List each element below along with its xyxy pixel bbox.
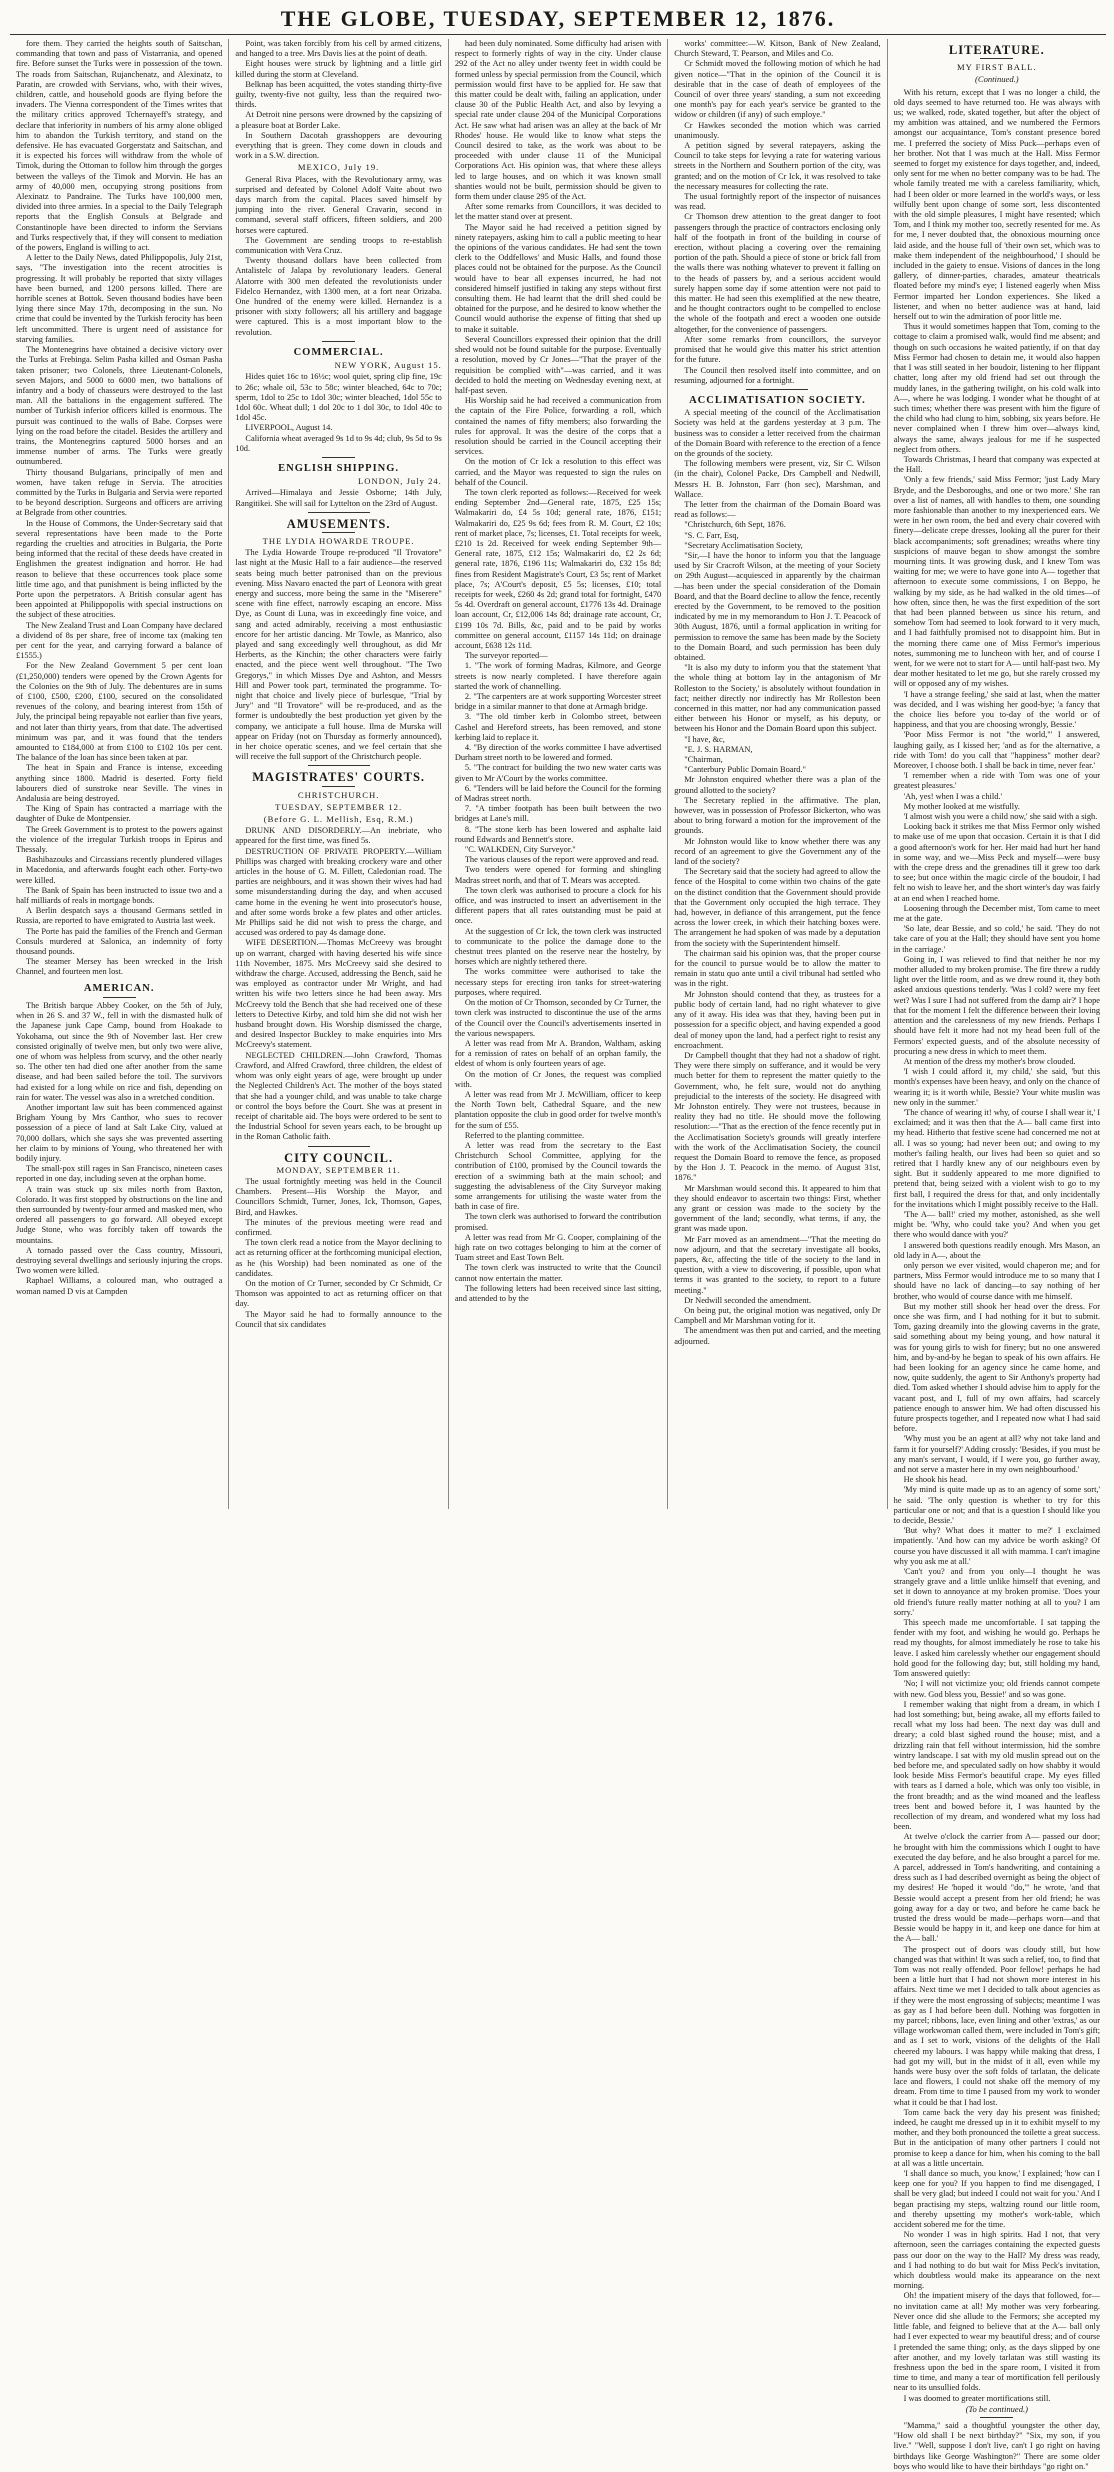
paragraph: 'The A— ball!' cried my mother, astonished, as she well might be. 'Why, who could take you? And when you get there who would dance with you?' xyxy=(893,1209,1101,1240)
paragraph: This speech made me uncomfortable. I sat tapping the fender with my foot, and wishing he would go. Perhaps he read my thoughts, for almost immediately he rose to take his leave. I asked him carelessly whether our engagement should hold good for the following day; but, still holding my hand, Tom answered quietly: xyxy=(893,1618,1101,1679)
paragraph: 'Can't you? and from you only—I thought he was strangely grave and a little unlike himself that evening, and set it down to annoyance at my broken promise. 'Does your old friend's future really matter nothing at all to you? I am sorry.' xyxy=(893,1567,1101,1617)
paragraph: Tom came back the very day his present was finished; indeed, he caught me dressed up in it to exhibit myself to my mother, and they both pronounced the toilette a great success. But in the anticipation of many other partners I could not promise to keep a dance for him, when his coming to the ball at all was a little uncertain. xyxy=(893,2107,1101,2168)
paragraph: Mr Johnston would like to know whether there was any record of an agreement to give the Government any of the land of the society? xyxy=(674,836,881,867)
paragraph: had been duly nominated. Some difficulty had arisen with respect to formerly rights of way in the city. Under clause 292 of the Act no alley under twenty feet in width could be formed unless by special permission from the Council, which permission would first have to be applied for. He saw that this matter could be dealt with, failing an application, under clause 30 of the Public Health Act, and also by levying a special rate under clause 204 of the Municipal Corporations Act. He saw what had arisen was an alley at the back of Mr Rhodes' house. He would like to know what steps the Council desired to take, as the work was about to be proceeded with under clause 11 of the Municipal Corporations Act. His opinion was, that where these alleys led to large houses, and on which it was known small shanties would not be built, permission should be given to form them under clause 295 of the Act. xyxy=(454,39,662,202)
paragraph: Several Councillors expressed their opinion that the drill shed would not be found suitable for the purpose. Eventually a resolution, moved by Cr Jones—"That the prayer of the requisition be complied with"—was carried, and it was decided to hold the meeting on Wednesday evening next, at half-past seven. xyxy=(454,334,662,395)
magistrates-heading: MAGISTRATES' COURTS. xyxy=(252,770,426,785)
paragraph: fore them. They carried the heights south of Saitschan, commanding that town and pass of Vistarrania, and opened fire. Before sunset the Turks were in possession of the town. The roads from Saitschan, Rujanchenatz, and Alexinatz, to Paratin, are crowded with Servians, who, with their wives, children, cattle, and household goods are flying before the invaders. The Vienna correspondent of the Times writes that the military critics approved Tchernayeff's strategy, and declare that inferiority in numbers of his army alone obliged him to abandon the Turkish territory, and stand on the defensive. He has evacuated Gorgerstatz and Saitschan, and it is expected his forces will withdraw from the whole of Timok, during the Ottoman to follow him through the gorges between the valleys of the Timok and Morvin. He has an army of 40,000 men, occupying strong positions from Alexinatz to Pandraine. The Turks have 100,000 men, divided into three armies. In a special to the Daily Telegraph reports that the English Consuls at Belgrade and Constantinople have been directed to inform the Servians and Turks respectively that, if they will consent to mediation of the powers, England is willing to act. xyxy=(16,39,223,253)
paragraph: The Secretary said that the society had agreed to allow the fence of the Hospital to come within two chains of the gate on the distinct condition that the Government should provide that the Government only occupied the high terrace. They had, however, in defiance of this arrangement, put the fence across the lower creek, in which their hatching boxes were. The arrangement he had spoken of was made by a deputation from the society with the Superintendent himself. xyxy=(674,867,881,948)
divider xyxy=(746,389,808,390)
paragraph: After some remarks from Councillors, it was decided to let the matter stand over at present. xyxy=(454,202,662,222)
paragraph: 'Only a few friends,' said Miss Fermor; 'just Lady Mary Bryde, and the Desboroughs, and one or two more.' She ran over a list of names, all with handles to them, one sounding more fashionable than another to my inexperienced ears. We were in her own room, the bed and every chair covered with finery—delicate crepe dresses, looking all the purer for their black accompaniments; soft grenadines; wreaths where tiny suspicions of mauve began to show amongst the sombre mourning tints. It was growing dusk, and I knew Tom was waiting for me; we were to have gone into A— together that afternoon to execute some commissions, I on Beppo, he walking by my side, as he had walked in the old times—of how often, since then, he was the first expedition of the sort that had been planned between us since his return, and somehow Tom had seemed to look forward to it very much, and I had faithfully promised not to disappoint him. But in the morning there came one of Miss Fermor's imperious notes, summoning me to luncheon with her, and of course I went, for we were not to start for A— until half-past two. My dear mother hesitated to let me go, but she rarely crossed my will or opposed any of my wishes. xyxy=(893,475,1101,689)
paragraph: Cr Thomson drew attention to the great danger to foot passengers through the practice of contractors enclosing only half of the footpath in front of the building in course of erection, without placing a covering over the remaining portion of the path. Should a piece of stone or brick fall from the walls there was nothing whatever to prevent it falling on to the heads of passers by, and a serious accident would surely happen some day if some attention were not paid to this matter. He had seen this exemplified at the new theatre, and he thought contractors ought to be compelled to enclose the whole of the footpath and erect a wooden one outside altogether, for the convenience of passengers. xyxy=(674,212,881,334)
paragraph: 'Why must you be an agent at all? why not take land and farm it for yourself?' Adding crossly: 'Besides, if you must be any man's servant, I would, if I were you, go further away, and not serve a master here in my own neighbourhood.' xyxy=(893,1434,1101,1475)
column-3 xyxy=(449,39,668,1509)
paragraph: NEGLECTED CHILDREN.—John Crawford, Thomas Crawford, and Alfred Crawford, three children, the eldest of whom was only eight years of age, were brought up under the Neglected Children's Act. The mother of the boys stated that she had a younger child, and was unable to take charge or control the boys before the Court. She was at present in receipt of charitable aid. The boys were ordered to be sent to the Industrial School for seven years each, to be brought up in the Roman Catholic faith. xyxy=(235,1050,442,1142)
paragraph: Referred to the planting committee. xyxy=(464,1130,585,1140)
christchurch-heading: CHRISTCHURCH. xyxy=(297,789,380,800)
paragraph: "I have, &c, xyxy=(684,734,725,744)
paragraph: The usual fortnightly report of the inspector of nuisances was read. xyxy=(674,192,881,212)
paragraph: The New Zealand Trust and Loan Company have declared a dividend of 8s per share, free of income tax (making ten per cent for the year, and carrying forward a balance of £1555.) xyxy=(16,620,223,661)
paragraph: Loosening through the December mist, Tom came to meet me at the gate. xyxy=(893,903,1101,924)
paragraph: The town clerk read a notice from the Mayor declining to act as returning officer at the forthcoming municipal election, as he (his Worship) had been nominated as one of the candidates. xyxy=(235,1238,442,1278)
paragraph: 2. "The carpenters are at work supporting Worcester street bridge in a similar manner to that done at Armagh bridge. xyxy=(454,692,662,712)
paragraph: On the motion of Cr Jones, the request was complied with. xyxy=(454,1069,662,1089)
paragraph: California wheat averaged 9s 1d to 9s 4d; club, 9s 5d to 9s 10d. xyxy=(235,433,442,453)
paragraph: 5. "The contract for building the two new water carts was given to Mr A'Court by the works committee. xyxy=(454,763,662,783)
paragraph: After some remarks from councillors, the surveyor promised that he would give this matter his strict attention for the future. xyxy=(674,334,881,365)
paragraph: Thus it would sometimes happen that Tom, coming to the cottage to claim a promised walk, would find me absent; and though on such occasions he waited patiently, if on that day Miss Fermor had chosen to detain me, it would also happen that I was still seated in her boudoir, listening to her flippant chatter, long after my old friend had set out through the muddy lanes, in the gathering twilight, on his cold walk into A—, where he was lodging. I wonder what he thought of at such times; whether there was present with him the figure of the child who had clung to him, sobbing, six years before. He never complained when I threw him over—always kind, always the same, always jealous for me if he suspected neglect from others. xyxy=(893,322,1101,454)
paragraph: At Detroit nine persons were drowned by the capsizing of a pleasure boat at Border Lake. xyxy=(235,110,442,130)
paragraph: On the motion of Cr Thomson, seconded by Cr Turner, the town clerk was instructed to discontinue the use of the arms of the Council over the Council's advertisements inserted in the various newspapers. xyxy=(454,998,662,1038)
paragraph: Mr Farr moved as an amendment—"That the meeting do now adjourn, and that the secretary investigate all books, papers, &c, affecting the title of the society to the land in question, with a view to discovering, if possible, upon what terms it was granted to the society, to report to a future meeting." xyxy=(674,1234,881,1295)
paragraph: Another important law suit has been commenced against Brigham Young by Mrs Canthor, who sues to recover possession of a piece of land at Salt Lake City, valued at 70,000 dollars, which she says she was prevented asserting her claim to by minions of Young, who threatened her with bodily injury. xyxy=(16,1102,223,1163)
paragraph: He shook his head. xyxy=(903,1475,968,1485)
paragraph: Thirty thousand Bulgarians, principally of men and women, have taken refuge in Servia. The atrocities committed by the Turks in Bulgaria and Servia were reported to be beyond description. Surgeons and officers are arriving at Belgrade from other countries. xyxy=(16,467,223,518)
col3-council-cont xyxy=(455,39,661,1304)
paragraph: 'I shall dance so much, you know,' I explained; 'how can I keep one for you? If you happen to find me disengaged, I shall be very glad; but indeed I could not wait for you.' And I began practising my steps, waltzing round our little room, and thereby upsetting my mother's work-table, which accident sobered me for the time. xyxy=(893,2169,1101,2230)
paragraph: WIFE DESERTION.—Thomas McCreevy was brought up on warrant, charged with having deserted his wife since 11th November, 1875. Mrs McCreevy said she desired to withdraw the charge. Accused, addressing the Bench, said he was employed as contractor under Mr Wright, and had written his wife two letters since he had been away. Mrs McCreevy told the Bench that she had received one of these letters to Detective Kirby, and told him she did not wish her husband brought down. His Worship dismissed the charge, and desired Inspector Buckley to make enquiries into Mrs McCreevy's statement. xyxy=(235,938,442,1050)
paragraph: At mention of the dress my mother's brow clouded. xyxy=(903,1056,1076,1066)
col2-troupe xyxy=(235,548,441,762)
paragraph: A special meeting of the council of the Acclimatisation Society was held at the gardens yesterday at 3 p.m. The business was to consider a letter received from the chairman of the Domain Board with reference to the erection of a fence on the grounds of the society. xyxy=(674,408,881,458)
paragraph: The Mayor said he had to formally announce to the Council that six candidates xyxy=(235,1309,442,1329)
amusements-heading: AMUSEMENTS. xyxy=(286,516,391,531)
paragraph: "Christchurch, 6th Sept, 1876. xyxy=(684,520,786,530)
paragraph: "Canterbury Public Domain Board." xyxy=(684,765,806,775)
divider xyxy=(308,765,370,766)
col2-council xyxy=(235,1177,441,1330)
paragraph: "S. C. Farr, Esq, xyxy=(684,530,739,540)
paragraph: Hides quiet 16c to 16½c; wool quiet, spring clip fine, 19c to 26c; whale oil, 53c to 58c; winter bleached, 64c to 70c; sperm, 1dol to 25c to 1dol 30c; winter bleached, 1dol 55c to 1dol 60c. Wheat dull; 1 dol 20c to 1 dol 30c, to 1dol 40c to 1dol 45c. xyxy=(235,372,442,423)
paragraph: On being put, the original motion was negatived, only Dr Campbell and Mr Marshman voting for it. xyxy=(674,1305,881,1326)
paragraph: Point, was taken forcibly from his cell by armed citizens, and hanged to a tree. Mrs Davis lies at the point of death. xyxy=(235,39,442,59)
divider xyxy=(308,512,370,513)
paragraph: LIVERPOOL, August 14. xyxy=(245,423,333,433)
anecdote: "Mamma," said a thoughtful youngster the other day, "How old shall I be next birthday?" "Six, my son, if you live." "Well, suppose I don't live, can't I go right on having birthdays like George Washington?" There are some older boys who would like to have their birthdays "go right on." xyxy=(893,2420,1101,2471)
paragraph: Two tenders were opened for forming and shingling Madras street north, and that of T. Mears was accepted. xyxy=(454,865,662,885)
column-5 xyxy=(888,39,1106,2471)
col5-story xyxy=(894,88,1100,2404)
commercial-heading: COMMERCIAL. xyxy=(293,346,384,358)
paragraph: The Government are sending troops to re-establish communication with Vera Cruz. xyxy=(235,235,442,256)
paragraph: The following members were present, viz, Sir C. Wilson (in the chair), Colonel Packe, Drs Campbell and Nedwill, Messrs H. B. Johnston, Farr (hon sec), Marshman, and Wallace. xyxy=(674,459,881,499)
paragraph: I was doomed to greater mortifications still. xyxy=(903,2393,1051,2403)
paragraph: 3. "The old timber kerb in Colombo street, between Cashel and Hereford streets, has been removed, and stone kerbing laid to replace it. xyxy=(454,712,662,742)
paragraph: The surveyor reported— xyxy=(464,651,548,661)
paragraph: A petition signed by several ratepayers, asking the Council to take steps for levying a rate for watering various streets in the Northern and Southern portion of the city, was granted; and on the motion of Cr Ick, it was resolved to take the necessary measures for collecting the rate. xyxy=(674,141,881,191)
column-4 xyxy=(668,39,887,1509)
paragraph: No wonder I was in high spirits. Had I not, that very afternoon, seen the carriages containing the expected guests pass our door on the way to the Hall? My dress was ready, and I had nothing to do but wait for Miss Peck's invitation, which doubtless would make its appearance on the next morning. xyxy=(893,2230,1101,2291)
paragraph: A letter was read from Mr G. Cooper, complaining of the high rate on two cottages belonging to him at the corner of Tuam street and East Town Belt. xyxy=(454,1232,662,1263)
paragraph: 6. "Tenders will be laid before the Council for the forming of Madras street north. xyxy=(454,783,662,804)
col2-news xyxy=(235,39,441,161)
paragraph: works' committee:—W. Kitson, Bank of New Zealand, Church Steward, T. Pearson, and Miles and Co. xyxy=(674,39,881,59)
paragraph: 'Ah, yes! when I was a child.' xyxy=(903,791,1002,801)
paragraph: Looking back it strikes me that Miss Fermor only wished to make use of me upon that occasion. Certain it is that I did a good afternoon's work for her. Her maid had hurt her hand in some way, and we—Miss Peck and myself—were busy with the crepe dress and the grenadines till it grew too dark to see; but once within the magic circle of the boudoir, I had felt no wish to leave her, and the short winter's day was fairly at an end when I reached home. xyxy=(893,822,1101,903)
paragraph: The usual fortnightly meeting was held in the Council Chambers. Present—His Worship the Mayor, and Councillors Schmidt, Turner, Jones, Ick, Thomson, Gapes, Bird, and Hawkes. xyxy=(235,1176,442,1217)
col2-court xyxy=(235,826,441,1142)
paragraph: "C. WALKDEN, City Surveyor." xyxy=(464,845,576,855)
paragraph: A Berlin despatch says a thousand Germans settled in Russia, are reported to have emigrated to Austria last week. xyxy=(16,906,223,926)
paragraph: Mr Johnston should contend that they, as trustees for a public body of certain land, had no right whatever to give any of it away. His idea was that they, having been put in possession for a specific object, and having expended a good deal of money upon the land, had a perfect right to resist any encroachment. xyxy=(674,989,881,1050)
paragraph: "Secretary Acclimatisation Society, xyxy=(684,540,803,550)
paragraph: Oh! the impatient misery of the days that followed, for—no invitation came at all! My mother was very forbearing. Never once did she allude to the Fermors; she accepted my little fable, and feigned to believe that at the A— ball only had I ever expected to wear my beautiful dress; and of course I pretended the same thing; only, as the days slipped by one after another, and my lovely tarlatan was still wasting its freshness upon the bed in the spare room, I visited it from time to time, and many a tear of mortification fell perilously near to its unsullied folds. xyxy=(893,2291,1101,2393)
paragraph: 1. "The work of forming Madras, Kilmore, and George streets is now nearly completed. I have therefore again started the work of channelling. xyxy=(454,661,662,691)
paragraph: The various clauses of the report were approved and read. xyxy=(464,855,659,865)
paragraph: The letter from the chairman of the Domain Board was read as follows:— xyxy=(674,499,881,520)
paragraph: The amendment was then put and carried, and the meeting adjourned. xyxy=(674,1326,881,1346)
paragraph: A letter was read from Mr A. Brandon, Waltham, asking for a remission of rates on behalf of an orphan family, the eldest of whom is only fourteen years of age. xyxy=(454,1038,662,1069)
paragraph: Raphael Williams, a coloured man, who outraged a woman named D vis at Campden xyxy=(16,1276,223,1296)
divider xyxy=(103,997,136,998)
paragraph: In Southern Dacotah grasshoppers are devouring everything that is green. They come down in clouds and work in a S.W. direction. xyxy=(235,130,442,161)
shipping-heading: ENGLISH SHIPPING. xyxy=(278,462,400,474)
divider xyxy=(322,786,355,787)
paragraph: 'I have a strange feeling,' she said at last, when the matter was decided, and I was wishing her good-bye; 'a fancy that the choice lies before you to-day of the world or of happiness, and that you are choosing wrongly, Bessie.' xyxy=(893,689,1101,730)
paragraph: The small-pox still rages in San Francisco, nineteen cases reported in one day, including seven at the orphan home. xyxy=(16,1164,223,1184)
paragraph: I remember waking that night from a dream, in which I had lost something; but, being awake, all my efforts failed to recall what my loss had been. The next day was dull and dreary; a cold blast sighed round the house; mist, and a drizzling rain that fell without intermission, hid the sombre wintry landscape. I sat with my old muslin spread out on the bed before me, and speculated sadly on how shabby it would look beside Miss Fermor's beautiful crape. My eyes filled with tears as I darned a hole, which was only too visible, in the front breadth; and as the wind moaned and the leafless trees bent and bowed before it, I was haunted by the recollection of my dream, and wondered what my loss had been. xyxy=(893,1699,1101,1832)
divider xyxy=(980,2417,1013,2418)
paragraph: At the suggestion of Cr Ick, the town clerk was instructed to communicate to the police the damage done to the chestnut trees planted on the reserve near the hostelry, by horses which are nightly tethered there. xyxy=(454,926,662,967)
paragraph: Cr Schmidt moved the following motion of which he had given notice—"That in the opinion of the Council it is desirable that in the case of death of employees of the Council of over three years' standing, a sum not exceeding one month's pay for each year's service be granted to the widow or children (if any) of such employe." xyxy=(674,59,881,120)
divider xyxy=(308,1146,370,1147)
paragraph: Cr Hawkes seconded the motion which was carried unanimously. xyxy=(674,120,881,140)
paragraph: In the House of Commons, the Under-Secretary said that several representations have been made to the Porte regarding the cruelties and atrocities in Bulgaria, the Porte being informed that the recital of these deeds have created in Englishmen the greatest indignation and horror. He had reason to believe that these occurrences took place some little time ago, and that punishment is being inflicted by the Porte upon the perpetrators. A British consular agent has been appointed at Philippopolis with special instructions on the subject of these atrocities. xyxy=(16,518,223,620)
divider xyxy=(980,58,1013,59)
masthead: THE GLOBE, TUESDAY, SEPTEMBER 12, 1876. xyxy=(10,4,1106,35)
paragraph: DESTRUCTION OF PRIVATE PROPERTY.—William Phillips was charged with breaking crockery ware and other articles in the house of G. M. Fillett, Caledonian road. The parties are neighbours, and it was shown their wives had had some misunderstanding during the day, and when accused came home in the evening he went into prosecutor's house, and after some words broke a few plates and other articles. Mr Phillips said he did not wish to press the charge, and accused was ordered to pay 4s damage done. xyxy=(235,846,442,938)
col1-news xyxy=(16,39,222,978)
col2-commercial xyxy=(235,372,441,454)
shipping-dateline: LONDON, July 24. xyxy=(358,476,442,487)
col1-american xyxy=(16,1001,222,1297)
paragraph: A letter was read from the secretary to the East Christchurch School Committee, applying for the contribution of £100, promised by the Council towards the erection of a swimming bath at the main school; and suggesting the advisableness of the City Surveyor making some arrangements for utilising the waste water from the bath in case of fire. xyxy=(454,1140,662,1212)
paragraph: But my mother still shook her head over the dress. For once she was firm, and I had nothing for it but to submit. Tom, gazing dreamily into the glowing caverns in the grate, said something about my being young, and how natural it was for young girls to wish for finery; but no one answered him, and by-and-by he began to speak of his own affairs. He had been looking for an agency since he came home, and now, quite suddenly, the agent to Sir Anthony's property had died. Tom asked whether I should advise him to apply for the vacant post, and I, full of my own affairs, had scarcely patience enough to answer him. We had often discussed his future prospects together, and I repeated now what I had said before. xyxy=(893,1301,1101,1434)
paragraph: DRUNK AND DISORDERLY.—An inebriate, who appeared for the first time, was fined 5s. xyxy=(235,826,442,846)
paragraph: 'Poor Miss Fermor is not "the world,"' I answered, laughing gaily, as I kissed her; 'and as for the alternative, a ride with Tom! do you call that "happiness" mother dear? Moreover, I choose both. I shall be back in time, never fear.' xyxy=(893,730,1101,771)
paragraph: The British barque Abbey Cooker, on the 5th of July, when in 26 S. and 37 W., fell in with the dismasted hulk of the Japanese junk Cape Camp, bound from Hoakade to Yokohama, out since the 9th of November last. Her crew consisted originally of twelve men, but only two were alive, one of whom was helpless from scurvy, and the other nearly so. The other ten had died one after another from the same disease, and had been sailed before the toil. The survivors had existed for a long while on rice and fish, depending on rain for water. The vessel was also in a wretched condition. xyxy=(16,1000,223,1102)
paragraph: General Riva Places, with the Revolutionary army, was surprised and defeated by Colonel Adolf Vaite about two days march from the capital. Places saved himself by jumping into the river. General Cravarin, second in command, several staff officers, fifteen soldiers, and 200 horses were captured. xyxy=(235,174,442,235)
paragraph: His Worship said he had received a communication from the captain of the Fire Police, forwarding a roll, which contained the names of fifty members; also forwarding the rules for approval. It was the desire of the corps that a resolution should be carried in the Council accepting their services. xyxy=(454,396,662,457)
paragraph: 'So late, dear Bessie, and so cold,' he said. 'They do not take care of you at the Hall; they should have sent you home in the carriage.' xyxy=(893,924,1101,954)
paragraph: 'But why? What does it matter to me?' I exclaimed impatiently. 'And how can my advice be worth asking? Of course you have discussed it all with mamma. I can't imagine why you ask me at all.' xyxy=(893,1526,1101,1566)
paragraph: Dr Nedwill seconded the amendment. xyxy=(684,1295,811,1305)
shipping-text: Arrived—Himalaya and Jessie Osborne; 14th July, Rangitikei. She will sail for Lyttelton on the 23rd of August. xyxy=(235,488,442,508)
paragraph: The minutes of the previous meeting were read and confirmed. xyxy=(235,1217,442,1237)
mexico-heading: MEXICO, July 19. xyxy=(297,162,380,173)
paragraph: The town clerk was authorised to procure a clock for his office, and was instructed to insert an advertisement in the different papers that all rates outstanding must be paid at once. xyxy=(454,885,662,926)
paragraph: 'My mind is quite made up as to an agency of some sort,' he said. 'The only question is whether to try for this particular one or not; and that is a question I should like you to decide, Bessie.' xyxy=(893,1485,1101,1526)
paragraph: "Chairman, xyxy=(684,755,723,765)
paragraph: The steamer Mersey has been wrecked in the Irish Channel, and fourteen men lost. xyxy=(16,957,223,977)
divider xyxy=(322,457,355,458)
paragraph: 'The chance of wearing it! why, of course I shall wear it,' I exclaimed; and it was then that the A— ball came first into my head. Hitherto that festive scene had concerned me not at all. I was so young; had never been out; and owing to my mother's failing health, our lives had been so quiet and so retired that I hardly knew any of our neighbours even by sight. But it suddenly appeared to me more dignified to pretend that, being seized with a violent wish to go to my first ball, I required the dress for that, and only incidentally for the invitations which I might possibly receive to the Hall. xyxy=(893,1107,1101,1209)
paragraph: The Mayor said he had received a petition signed by ninety ratepayers, asking him to call a public meeting to hear the opinions of the various candidates. He had sent the town clerk to the Oddfellows' and Music Halls, and found those places could not be obtained for the purpose. As the Council would have to bear all expenses incurred, he had not considered himself justified in taking any steps without first consulting them. He had learnt that the drill shed could be obtained for the purpose, and he desired to know whether the Council would authorise the expense of fitting that shed up to make it suitable. xyxy=(454,222,662,334)
paragraph: Eight houses were struck by lightning and a little girl killed during the storm at Cleveland. xyxy=(235,59,442,79)
paragraph: The town clerk was instructed to write that the Council cannot now entertain the matter. xyxy=(454,1263,662,1283)
paragraph: The town clerk reported as follows:—Received for week ending September 2nd—General rate, 1875, £25 15s; Walmakariri do, £4 5s 10d; general rate, 1876, £151; Walmakariri do, £25 9s 6d; fees from R. M. Court, £2 10s; rent of market place, 7s; licenses, £1. Total receipts for week, £210 1s 2d. Received for week ending September 9th—General rate, 1875, £12 15s; Walmakariri do, £2 2s 6d; general rate, 1876, £196 11s; Walmakariri do, £32 15s 8d; fines from Resident Magistrate's Court, £3 5s; rent of Market place, 7s; A'Court's deposit, £5 5s; licenses, £10; total receipts for week, £260 4s 2d; grand total for fortnight, £470 5s 4d. Overdraft on general account, £1776 13s 4d. Drainage loan account, Cr, £12,006 14s 8d; drainage rate account, Cr, £199 10s 7d. Bills, &c, paid and to be paid by works committee on general account, £1157 14s 11d; on drainage account, £638 12s 11d. xyxy=(454,487,662,650)
paragraph: "Sir,—I have the honor to inform you that the language used by Sir Cracroft Wilson, at the meeting of your Society on 29th August—acquiesced in apparently by the chairman—has been under the special consideration of the Domain Board, and that the Board decline to allow the fence, recently erected by the Government, to be removed to the position indicated by me in my memorandum to Hon J. T. Peacock of 30th August, 1876, until a formal application in writing for permission to remove the same has been made by the Society to the Domain Board, and such permission has been duly obtained. xyxy=(674,550,881,662)
paragraph: 'No; I will not victimize you; old friends cannot compete with new. God bless you, Bessie!' and so was gone. xyxy=(893,1679,1101,1699)
to-be-continued: (To be continued.) xyxy=(965,2403,1029,2414)
col4-council-cont xyxy=(674,39,880,386)
paragraph: 'I almost wish you were a child now,' she said with a sigh. xyxy=(903,812,1098,822)
council-dateline: MONDAY, SEPTEMBER 11. xyxy=(276,1164,401,1175)
paragraph: A train was stuck up six miles north from Baxton, Colorado. It was first stopped by obstructions on the line and then surrounded by twenty-four armed and masked men, who ordered all passengers to go forward. All obeyed except Judge Stone, who was forcibly taken off towards the mountains. xyxy=(16,1184,223,1245)
council-heading: CITY COUNCIL. xyxy=(284,1150,394,1165)
paragraph: "E. J. S. HARMAN, xyxy=(684,744,753,754)
american-heading: AMERICAN. xyxy=(83,982,155,994)
paragraph: 4. "By direction of the works committee I have advertised Durham street north to be lowered and formed. xyxy=(454,743,662,763)
paragraph: On the motion of Cr Ick a resolution to this effect was carried, and the Mayor was requested to sign the rules on behalf of the Council. xyxy=(454,457,662,487)
paragraph: For the New Zealand Government 5 per cent loan (£1,250,000) tenders were opened by the Crown Agents for the Colonies on the 9th of July. The debentures are in sums of £100, £500, £200, £100, secured on the consolidated revenues of the colony, and bearing interest from 15th of July, the principal being repayable not earlier than five years, and not later than thirty years, from that date. The advertised minimum was par, and it was found that the tenders amounted to £184,000 at from £100 to £102 10s per cent. The balance of the loan has since been taken at par. xyxy=(16,661,223,763)
paragraph: The Bank of Spain has been instructed to issue two and a half milliards of reals in mortgage bonds. xyxy=(16,885,223,906)
paragraph: 'I remember when a ride with Tom was one of your greatest pleasures.' xyxy=(893,771,1101,791)
paragraph: The prospect out of doors was cloudy still, but how changed was that within! It was such a relief, too, to find that Tom was not really offended. Poor fellow! perhaps he had been a little hurt that I had not shown more interest in his affairs. Next time we met I decided to talk about agencies as if they were the most engrossing of subjects; meantime I was as gay as I had before been dull. Nothing was forgotten in my parcel; ribbons, lace, even lining and other 'extras,' as our village workwoman called them, were included in Tom's gift; and as I set to work, visions of the delights of the Hall cheered my labours. I was happy while making that dress, I had got my will, but in the midst of it all, even while my hands were busy over the soft folds of tarlatan, the delicate lace and flowers, I could not shake off the memory of my dream. From time to time I paused from my work to wonder what it could be that I had lost. xyxy=(893,1944,1101,2107)
paragraph: The town clerk was authorised to forward the contribution promised. xyxy=(454,1212,662,1232)
paragraph: The works committee were authorised to take the necessary steps for erecting iron tanks for street-watering purposes, where required. xyxy=(454,967,662,997)
paragraph: The Porte has paid the families of the French and German Consuls murdered at Salonica, an indemnity of forty thousand pounds. xyxy=(16,926,223,957)
paragraph: The Greek Government is to protest to the powers against the violence of the irregular Turkish troops in Epirus and Thessaly. xyxy=(16,824,223,855)
col4-acclim xyxy=(674,408,880,1347)
paragraph: On the motion of Cr Turner, seconded by Cr Schmidt, Cr Thomson was appointed to act as returning officer on that day. xyxy=(235,1278,442,1309)
divider xyxy=(322,532,355,533)
column-1 xyxy=(10,39,229,1509)
continued-label: (Continued.) xyxy=(974,74,1019,85)
troupe-heading: THE LYDIA HOWARDE TROUPE. xyxy=(262,535,415,546)
paragraph: The chairman said his opinion was, that the proper course for the council to pursue would be to allow the matter to remain in statu quo ante until a civil tribunal had settled who was in the right. xyxy=(674,948,881,989)
paragraph: I answered both questions readily enough. Mrs Mason, an old lady in A—, about the xyxy=(893,1240,1101,1260)
paragraph: Bashibazouks and Circassians recently plundered villages in Macedonia, and afterwards fought each other. Forty-two were killed. xyxy=(16,855,223,885)
paragraph: A letter to the Daily News, dated Philippopolis, July 21st, says, "The investigation into the recent atrocities is progressing. It will probably be reported that sixty villages have been burned, and 1200 persons killed. There are horrible scenes at Bottok. Seven thousand bodies have been lying there since May 17th, decomposing in the sun. No crime that could be invented by the Turkish ferocity has been left uncommitted. There is urgent need of assistance for starving families. xyxy=(16,253,223,344)
paragraph: A tornado passed over the Cass country, Missouri, destroying several dwellings and seriously injuring the crops. Two women were killed. xyxy=(16,1245,223,1276)
paragraph: At twelve o'clock the carrier from A— passed our door; he brought with him the commissions which I ought to have executed the day before, and he also brought a parcel for me. A parcel, addressed in Tom's handwriting, and containing a dress such as I had described overnight as being the object of my desires! He 'hoped it would "do,"' he wrote, 'and that Bessie would accept a present from her old friend; he was going away for a day or two, and before he came back he trusted the dress would be made—perhaps worn—and that Bessie would be happy in it, and keep one dance for him at the A— ball.' xyxy=(893,1832,1101,1944)
paragraph: Dr Campbell thought that they had not a shadow of right. They were there simply on sufferance, and it would be very much better for them to represent the matter quietly to the Government, who, he felt sure, would not do anything prejudicial to the interests of the society. He disagreed with Mr Johnston entirely. They were not trustees, because in reality they had no title. He should move the following resolution:—"That as the erection of the fence recently put in the Acclimatisation Society's grounds will greatly interfere with the work of the Acclimatisation Society, the council request the Domain Board to remove the fence, as proposed by the Hon J. T. Peacock in the memo. of August 31st, 1876." xyxy=(674,1050,881,1183)
paragraph: 7. "A timber footpath has been built between the two bridges at Lane's mill. xyxy=(454,804,662,824)
paragraph: "It is also my duty to inform you that the statement 'that the whole thing at bottom lay in the antagonism of Mr Rolleston to the Society,' is absolutely without foundation in fact; neither directly nor indirectly has Mr Rolleston been concerned in this matter, nor had any communication passed either between his Honor or myself, as his deputy, or between his Honor and the Domain Board upon this subject. xyxy=(674,663,881,734)
paragraph: Mr Johnston enquired whether there was a plan of the ground allotted to the society? xyxy=(674,775,881,795)
paragraph: My mother looked at me wistfully. xyxy=(903,801,1020,811)
paragraph: The heat in Spain and France is intense, exceeding anything since 1800. Madrid is deserted. Forty field labourers died of sunstroke near Seville. The vines in Andalusia are being destroyed. xyxy=(16,763,223,804)
paragraph: 8. "The stone kerb has been lowered and asphalte laid round Edwards and Bennett's store. xyxy=(454,824,662,844)
court-dateline: TUESDAY, SEPTEMBER 12. xyxy=(275,801,403,812)
paragraph: Towards Christmas, I heard that company was expected at the Hall. xyxy=(893,454,1101,475)
columns xyxy=(10,39,1106,2471)
paragraph: Twenty thousand dollars have been collected from Antalistelc of Jalapa by revolutionary leaders. General Alatorre with 300 men defeated the revolutionists under Fidelco Hernandez, with 1300 men, at a fort near Orizaba. One hundred of the enemy were killed. Hernandez is a prisoner with sixty followers; all his artillery and baggage were captured. This is a most important blow to the revolution. xyxy=(235,256,442,337)
paragraph: With his return, except that I was no longer a child, the old days seemed to have returned too. He was always with us; we walked, rode, skated together, but after the object of my ambition was attained, and we numbered the Fermors amongst our acquaintance, Tom's constant presence bored me. I preferred the society of Miss Puck—perhaps even of her brother. Not that I was much at the Hall. Miss Fermor seemed to forget my existence for days together, and, indeed, only sent for me when no better company was to be had. The whole family treated me with a careless familiarity, which, had I been older or more learned in the world's ways, or less wilfully bent upon change of some sort, less discontented with the old simple pleasures, I might have resented; which Tom, and I think my mother too, secretly resented for me. As for me, I never doubted that, the obnoxious mourning once laid aside, and the house full of 'their own set, which was to make them independent of the neighbourhood,' I should be included in the gaiety to ensue. Visions of dances in the long gallery, of dinner-parties, charades, amateur theatricals floated before my mind's eye; I listened eagerly when Miss Fermor imparted her London experiences. She liked a listener, and when no better audience was at hand, laid herself out to win the admiration of poor little me. xyxy=(893,87,1101,322)
paragraph: only person we ever visited, would chaperon me; and for partners, Miss Fermor would introduce me to so many that I should have no lack of dancing—to say nothing of her brother, who would of course dance with me himself. xyxy=(893,1260,1101,1301)
commercial-dateline: NEW YORK, August 15. xyxy=(334,360,442,371)
literature-heading: LITERATURE. xyxy=(948,43,1045,57)
paragraph: Belknap has been acquitted, the votes standing thirty-five guilty, twenty-five not guilty, less than the required two-thirds. xyxy=(235,79,442,110)
paragraph: The Montenegrins have obtained a decisive victory over the Turks at Frebinga. Selim Pasha killed and Osman Pasha taken prisoner; two Colonels, three Lieutenant-Colonels, seven Majors, and 5000 to 6000 men, two battalions of infantry and a body of chasseurs were destroyed to the last man. All the battalions in the engagement suffered. The number of Turkish inferior officers killed is enormous. The pursuit was continued to the walls of Babe. Corpses were lying on the road before the citadel. Besides the artillery and trains, the Montenegrins captured 5000 horses and an immense number of arms. The Turks were greatly outnumbered. xyxy=(16,345,223,467)
acclimatisation-heading: ACCLIMATISATION SOCIETY. xyxy=(689,394,866,406)
col2-mexico xyxy=(235,175,441,338)
court-bench: (Before G. L. Mellish, Esq, R.M.) xyxy=(263,814,414,825)
paragraph: The following letters had been received since last sitting, and attended to by the xyxy=(454,1283,662,1303)
story-title: MY FIRST BALL. xyxy=(956,62,1037,73)
paragraph: The Council then resolved itself into committee, and on resuming, adjourned for a fortnight. xyxy=(674,365,881,385)
divider xyxy=(322,341,355,342)
paragraph: The Lydia Howarde Troupe re-produced "Il Trovatore" last night at the Music Hall to a fair audience—the reserved seats being much better patronised than on the previous evening. Miss Navaro enacted the part of Leonora with great energy and success, more being the same in the "Miserere" scene with fine effect, narrowly escaping an encore. Miss Dye, as Count di Luna, was in exceedingly fine voice, and sang and acted admirably, receiving a most enthusiastic encore for her artistic dancing. Mr Towle, as Manrico, also played and sang exceedingly well throughout, as did Mr Herberts, as the Kinchin; the other characters were fairly enacted, and the piece went well throughout. "The Two Gregorys," in which Misses Dye and Ashton, and Messrs Hill and Power took part, terminated the programme. To-night that choice and lively piece of burlesque, "Trial by Jury" and "Il Trovatore" will be re-produced, and as the former is undoubtedly the best production yet given by the company, we anticipate a full house. Ilma de Murska will appear on Friday (not on Thursday as formerly announced), in her choice operatic scenes, and we feel certain that she will receive the full support of the Christchurch people. xyxy=(235,548,442,762)
paragraph: The Secretary replied in the affirmative. The plan, however, was in possession of Professor Bickerton, who was about to bring forward a motion for the improvement of the grounds. xyxy=(674,795,881,836)
paragraph: 'I wish I could afford it, my child,' she said, 'but this month's expenses have been heavy, and only on the chance of wearing it; is it worth while, Bessie? Your white muslin was new only in the summer.' xyxy=(893,1067,1101,1107)
paragraph: Mr Marshman would second this. It appeared to him that they should endeavor to ascertain two things: First, whether any grant or cession was made to the society by the government of the land; secondly, what terms, if any, the grant was made upon. xyxy=(674,1183,881,1234)
paragraph: The King of Spain has contracted a marriage with the daughter of Duke de Montpensier. xyxy=(16,804,223,824)
column-2 xyxy=(229,39,448,1509)
paragraph: A letter was read from Mr J. McWilliam, officer to keep the North Town belt, Cathedral Square, and the new plantation opposite the club in good order for twelve month's for the sum of £55. xyxy=(454,1089,662,1130)
paragraph: Going in, I was relieved to find that neither he nor my mother alluded to my broken promise. The fire threw a ruddy light over the little room, and as we drew round it, they both asked anxious questions tenderly. 'Was I cold? were my feet wet? Was I sure I had not suffered from the damp air?' I hope that for the moment I felt the difference between their loving attention and the carelessness of my new friends. Perhaps I should have felt it more had not my head been full of the Fermors' expected guests, and of the absolute necessity of procuring a new dress in which to meet them. xyxy=(893,954,1101,1056)
